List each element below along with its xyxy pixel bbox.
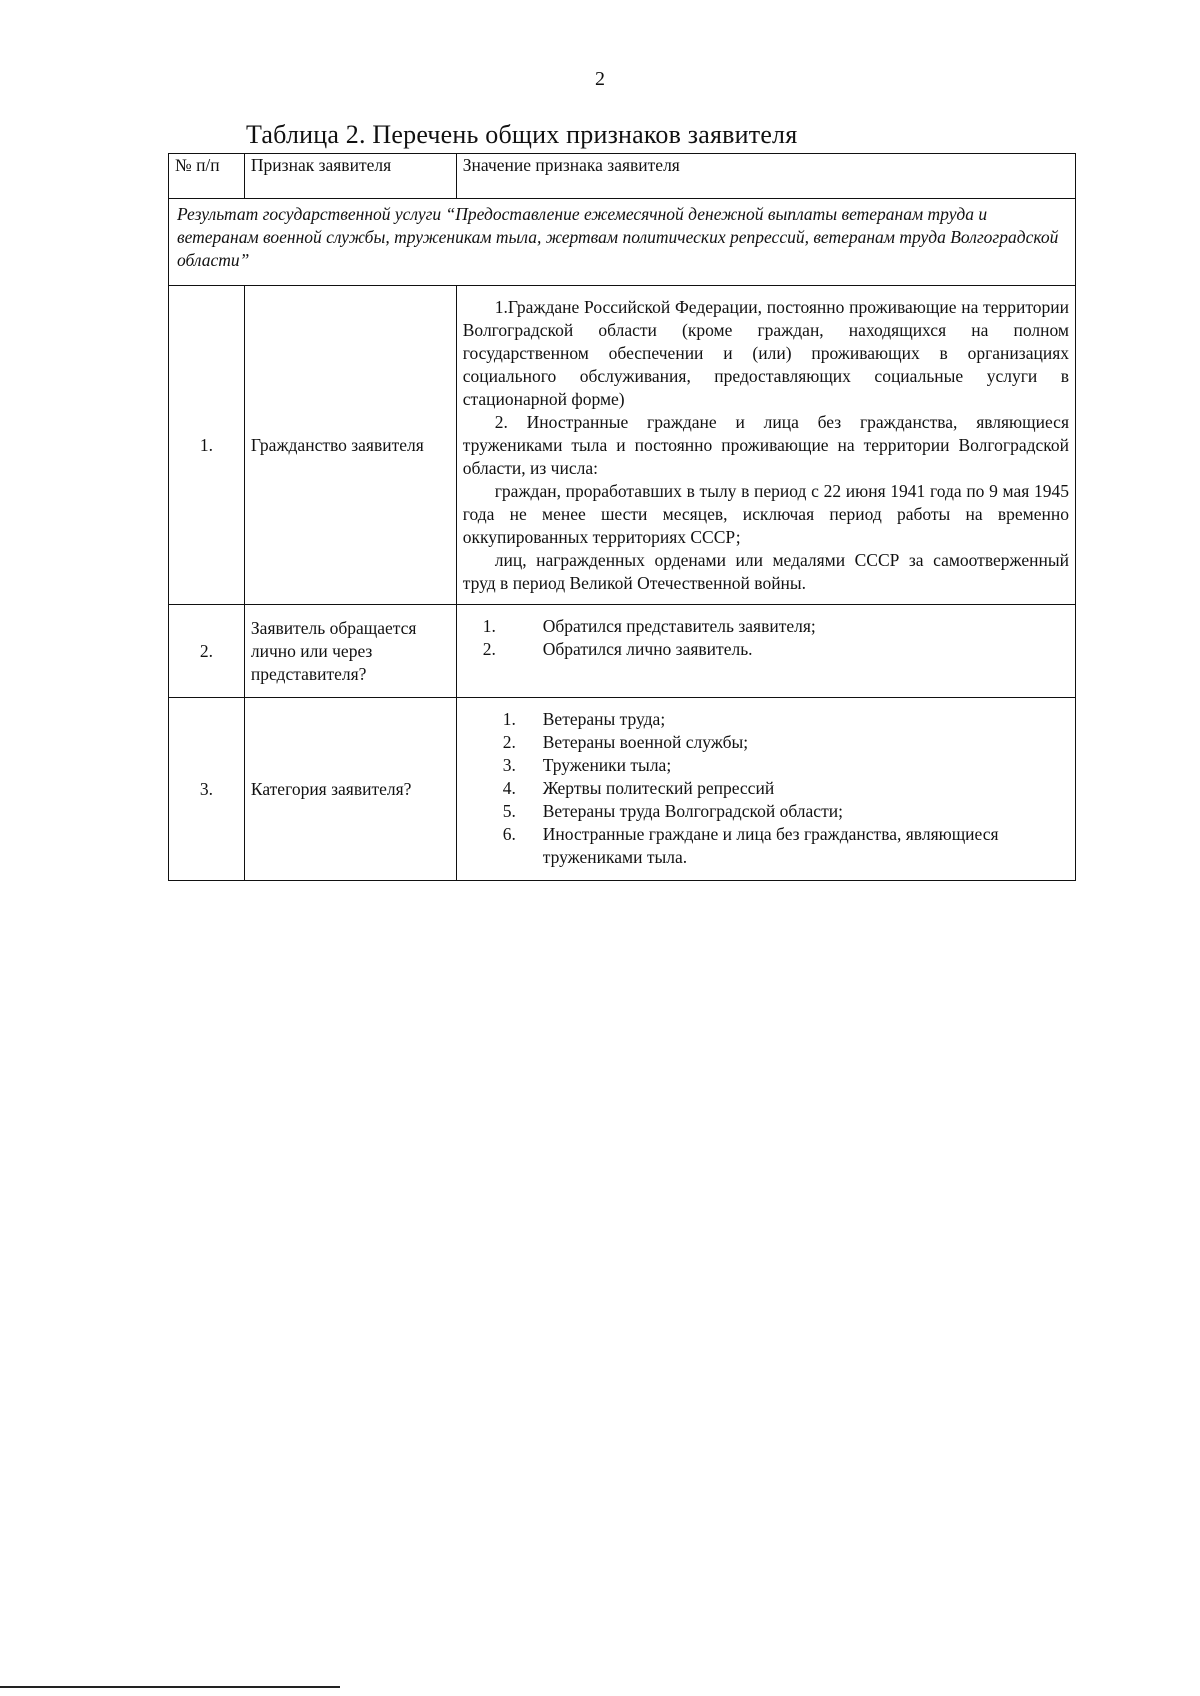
row-value	[456, 605, 1075, 698]
list-item-text: Жертвы политеский репрессий	[542, 778, 775, 798]
table-row	[169, 698, 1076, 881]
list-item-text: Иностранные граждане и лица без гражданства, являющиеся тружениками тыла.	[542, 824, 999, 867]
list-item-text: Обратился лично заявитель.	[542, 639, 753, 659]
list-marker: 3.	[502, 755, 516, 775]
list-item	[473, 800, 1069, 823]
list-marker: 2.	[502, 732, 516, 752]
list-marker: 4.	[502, 778, 516, 798]
table-row	[169, 605, 1076, 698]
footer-divider	[0, 1686, 340, 1688]
value-paragraph: лиц, награжденных орденами или медалями СССР за самоотверженный труд в период Великой Отечественной войны.	[462, 550, 1069, 593]
list-item	[473, 708, 1069, 731]
table-title: Таблица 2. Перечень общих признаков заявителя	[246, 120, 798, 149]
header-value-cell	[456, 154, 1075, 199]
list-item	[473, 731, 1069, 754]
row-value	[456, 286, 1075, 605]
header-attribute-cell	[244, 154, 456, 199]
header-attribute: Признак заявителя	[250, 155, 392, 175]
row-number: 2.	[169, 605, 245, 698]
list-item-text: Обратился представитель заявителя;	[542, 616, 816, 636]
list-item-text: Ветераны военной службы;	[542, 732, 749, 752]
value-paragraph: 2. Иностранные граждане и лица без гражданства, являющиеся тружениками тыла и постоянно проживающие на территории Волгоградской области, из числа:	[462, 412, 1069, 478]
list-item	[473, 638, 1069, 661]
header-value: Значение признака заявителя	[462, 155, 680, 175]
result-caption-row	[169, 199, 1076, 286]
result-caption-cell	[169, 199, 1076, 286]
list-marker: 5.	[502, 801, 516, 821]
row-attribute: Гражданство заявителя	[244, 286, 456, 605]
list-item-text: Труженики тыла;	[542, 755, 672, 775]
value-list	[463, 708, 1069, 869]
value-list	[463, 615, 1069, 661]
list-item-text: Ветераны труда Волгоградской области;	[542, 801, 843, 821]
table-row	[169, 286, 1076, 605]
list-item	[473, 615, 1069, 638]
row-number: 3.	[169, 698, 245, 881]
row-value	[456, 698, 1075, 881]
header-num: № п/п	[175, 155, 220, 175]
page-number: 2	[595, 68, 605, 90]
list-item	[473, 823, 1069, 869]
value-paragraph: граждан, проработавших в тылу в период с 22 июня 1941 года по 9 мая 1945 года не менее шести месяцев, исключая период работы на временно оккупированных территориях СССР;	[462, 481, 1069, 547]
result-caption: Результат государственной услуги “Предоставление ежемесячной денежной выплаты ветеранам труда и ветеранам военной службы, труженикам тыла, жертвам политических репрессий, ветеранам труда Волгоградской области”	[177, 204, 1059, 270]
list-marker: 6.	[502, 824, 516, 844]
list-item	[473, 777, 1069, 800]
list-marker: 1.	[502, 709, 516, 729]
row-number: 1.	[169, 286, 245, 605]
value-paragraph: 1.Граждане Российской Федерации, постоянно проживающие на территории Волгоградской области (кроме граждан, находящихся на полном государственном обеспечении и (или) проживающих в организациях социального обслуживания, предоставляющих социальные услуги в стационарной форме)	[462, 297, 1069, 409]
list-item-text: Ветераны труда;	[542, 709, 666, 729]
list-marker: 2.	[482, 639, 496, 659]
applicant-attributes-table	[168, 153, 1076, 881]
list-item	[473, 754, 1069, 777]
row-attribute: Заявитель обращается лично или через представителя?	[244, 605, 456, 698]
header-num-cell	[169, 154, 245, 199]
list-marker: 1.	[482, 616, 496, 636]
row-attribute: Категория заявителя?	[244, 698, 456, 881]
table-header-row	[169, 154, 1076, 199]
